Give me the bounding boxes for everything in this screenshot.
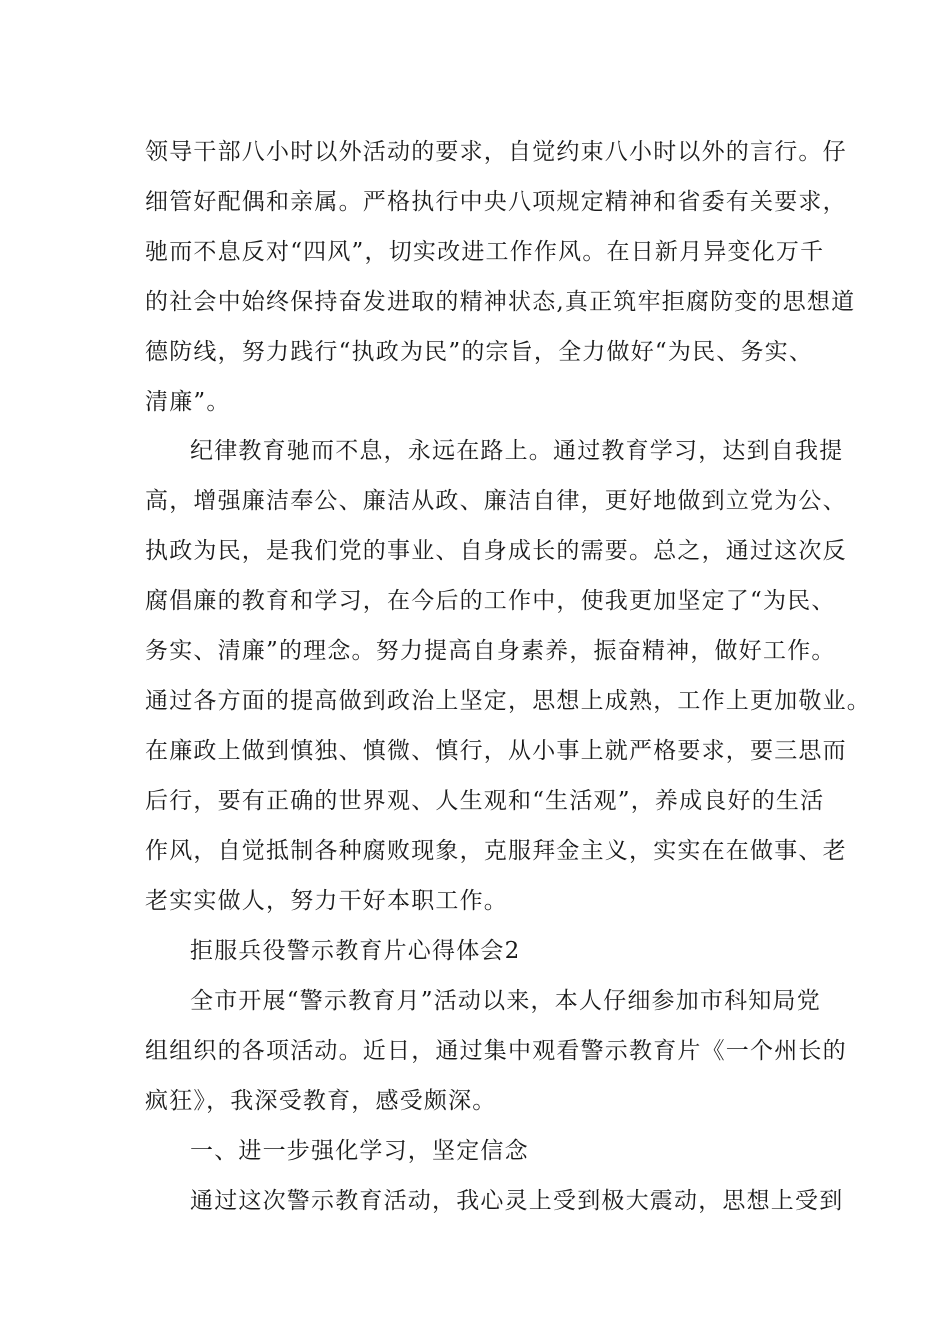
section-heading: 拒服兵役警示教育片心得体会2 xyxy=(190,938,521,964)
paragraph-line: 通过这次警示教育活动，我心灵上受到极大震动，思想上受到 xyxy=(190,1188,844,1214)
paragraph-line: 执政为民，是我们党的事业、自身成长的需要。总之，通过这次反 xyxy=(145,538,847,564)
paragraph-line: 纪律教育驰而不息，永远在路上。通过教育学习，达到自我提 xyxy=(190,438,844,464)
paragraph-line: 驰而不息反对“四风”，切实改进工作作风。在日新月异变化万千 xyxy=(145,239,825,265)
paragraph-line: 组组织的各项活动。近日，通过集中观看警示教育片《一个州长的 xyxy=(145,1038,847,1064)
paragraph-line: 后行，要有正确的世界观、人生观和“生活观”，养成良好的生活 xyxy=(145,788,825,814)
paragraph-line: 在廉政上做到慎独、慎微、慎行，从小事上就严格要求，要三思而 xyxy=(145,738,847,764)
paragraph-line: 细管好配偶和亲属。严格执行中央八项规定精神和省委有关要求， xyxy=(145,189,847,215)
paragraph-line: 通过各方面的提高做到政治上坚定，思想上成熟，工作上更加敬业。 xyxy=(145,688,871,714)
paragraph-line: 务实、清廉”的理念。努力提高自身素养，振奋精神，做好工作。 xyxy=(145,638,836,664)
paragraph-line: 领导干部八小时以外活动的要求，自觉约束八小时以外的言行。仔 xyxy=(145,139,847,165)
paragraph-line: 德防线，努力践行“执政为民”的宗旨，全力做好“为民、务实、 xyxy=(145,339,814,365)
paragraph-line: 全市开展“警示教育月”活动以来，本人仔细参加市科知局党 xyxy=(190,988,821,1014)
subsection-heading: 一、进一步强化学习，坚定信念 xyxy=(190,1138,529,1164)
paragraph-line: 高，增强廉洁奉公、廉洁从政、廉洁自律，更好地做到立党为公、 xyxy=(145,488,847,514)
paragraph-line: 清廉”。 xyxy=(145,389,231,415)
paragraph-line: 作风，自觉抵制各种腐败现象，克服拜金主义，实实在在做事、老 xyxy=(145,838,847,864)
paragraph-line: 老实实做人，努力干好本职工作。 xyxy=(145,888,508,914)
paragraph-line: 的社会中始终保持奋发进取的精神状态,真正筑牢拒腐防变的思想道 xyxy=(145,289,856,315)
paragraph-line: 疯狂》，我深受教育，感受颇深。 xyxy=(145,1088,497,1114)
paragraph-line: 腐倡廉的教育和学习，在今后的工作中，使我更加坚定了“为民、 xyxy=(145,588,836,614)
